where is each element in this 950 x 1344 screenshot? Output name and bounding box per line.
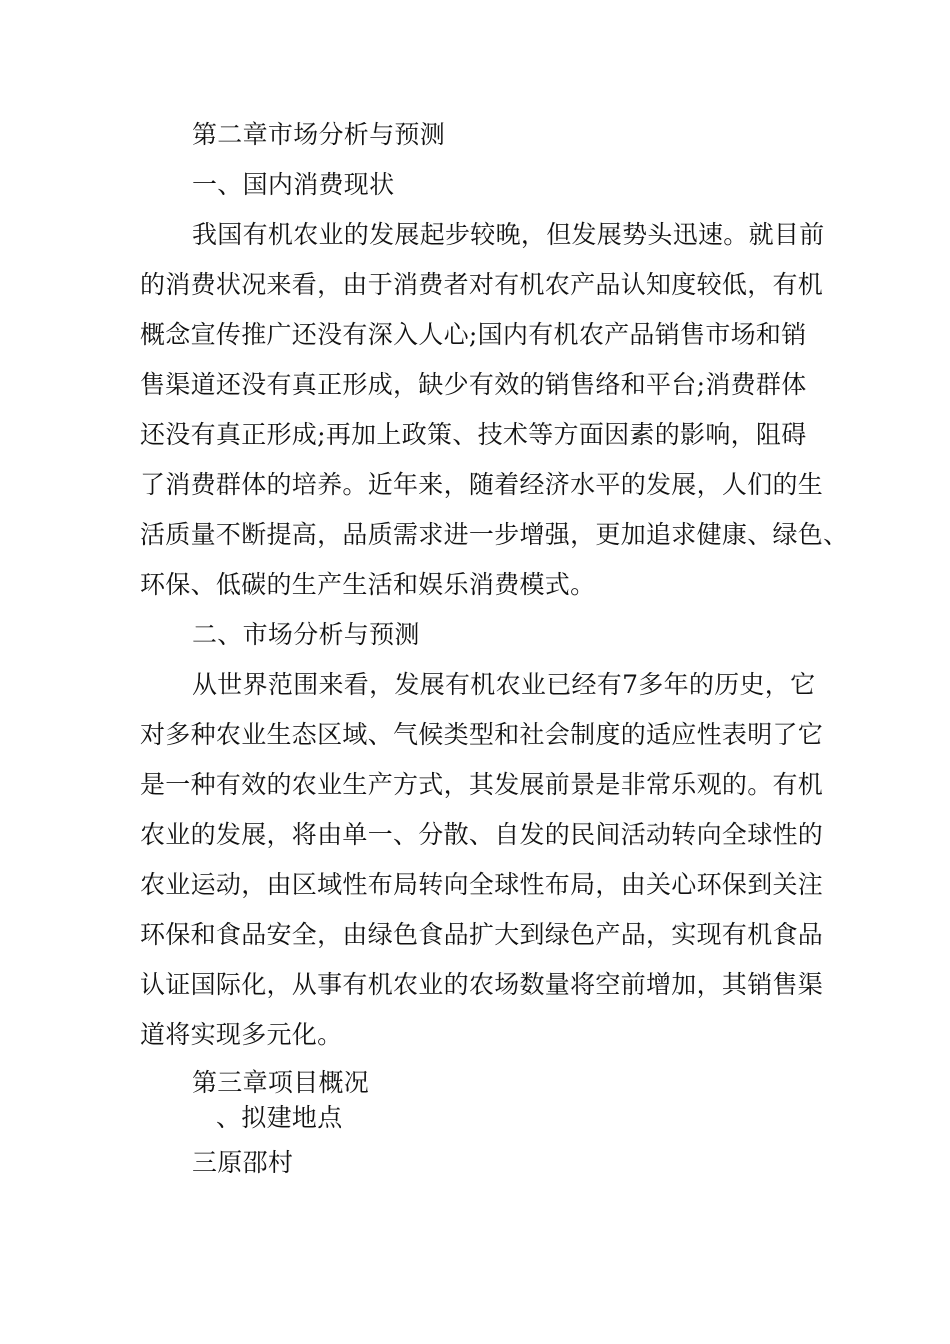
paragraph-line: 售渠道还没有真正形成，缺少有效的销售络和平台;消费群体 xyxy=(140,370,807,399)
chapter-2-title: 第二章市场分析与预测 xyxy=(192,120,446,149)
chapter-3-title: 第三章项目概况 xyxy=(192,1068,370,1097)
paragraph-line: 我国有机农业的发展起步较晚，但发展势头迅速。就目前 xyxy=(192,220,825,249)
paragraph-line: 环保和食品安全，由绿色食品扩大到绿色产品，实现有机食品 xyxy=(140,920,824,949)
paragraph-line: 活质量不断提高，品质需求进一步增强，更加追求健康、绿色、 xyxy=(140,520,849,549)
paragraph-line: 概念宣传推广还没有深入人心;国内有机农产品销售市场和销 xyxy=(140,320,807,349)
paragraph-line: 道将实现多元化。 xyxy=(140,1020,343,1049)
paragraph-line: 对多种农业生态区域、气候类型和社会制度的适应性表明了它 xyxy=(140,720,824,749)
section-heading-proposed-site: 、拟建地点 xyxy=(216,1103,343,1132)
paragraph-line: 的消费状况来看，由于消费者对有机农产品认知度较低，有机 xyxy=(140,270,824,299)
paragraph-line: 农业运动，由区域性布局转向全球性布局，由关心环保到关注 xyxy=(140,870,824,899)
paragraph-line: 了消费群体的培养。近年来，随着经济水平的发展，人们的生 xyxy=(140,470,824,499)
paragraph-line: 是一种有效的农业生产方式，其发展前景是非常乐观的。有机 xyxy=(140,770,824,799)
section-heading-market-analysis: 二、市场分析与预测 xyxy=(192,620,420,649)
paragraph-line: 认证国际化，从事有机农业的农场数量将空前增加，其销售渠 xyxy=(140,970,824,999)
paragraph-line: 还没有真正形成;再加上政策、技术等方面因素的影响，阻碍 xyxy=(140,420,807,449)
paragraph-line: 农业的发展，将由单一、分散、自发的民间活动转向全球性的 xyxy=(140,820,824,849)
paragraph-line: 环保、低碳的生产生活和娱乐消费模式。 xyxy=(140,570,596,599)
section-heading-domestic-consumption: 一、国内消费现状 xyxy=(192,170,395,199)
paragraph-line: 三原邵村 xyxy=(192,1148,294,1177)
paragraph-line: 从世界范围来看，发展有机农业已经有7多年的历史，它 xyxy=(192,670,816,699)
